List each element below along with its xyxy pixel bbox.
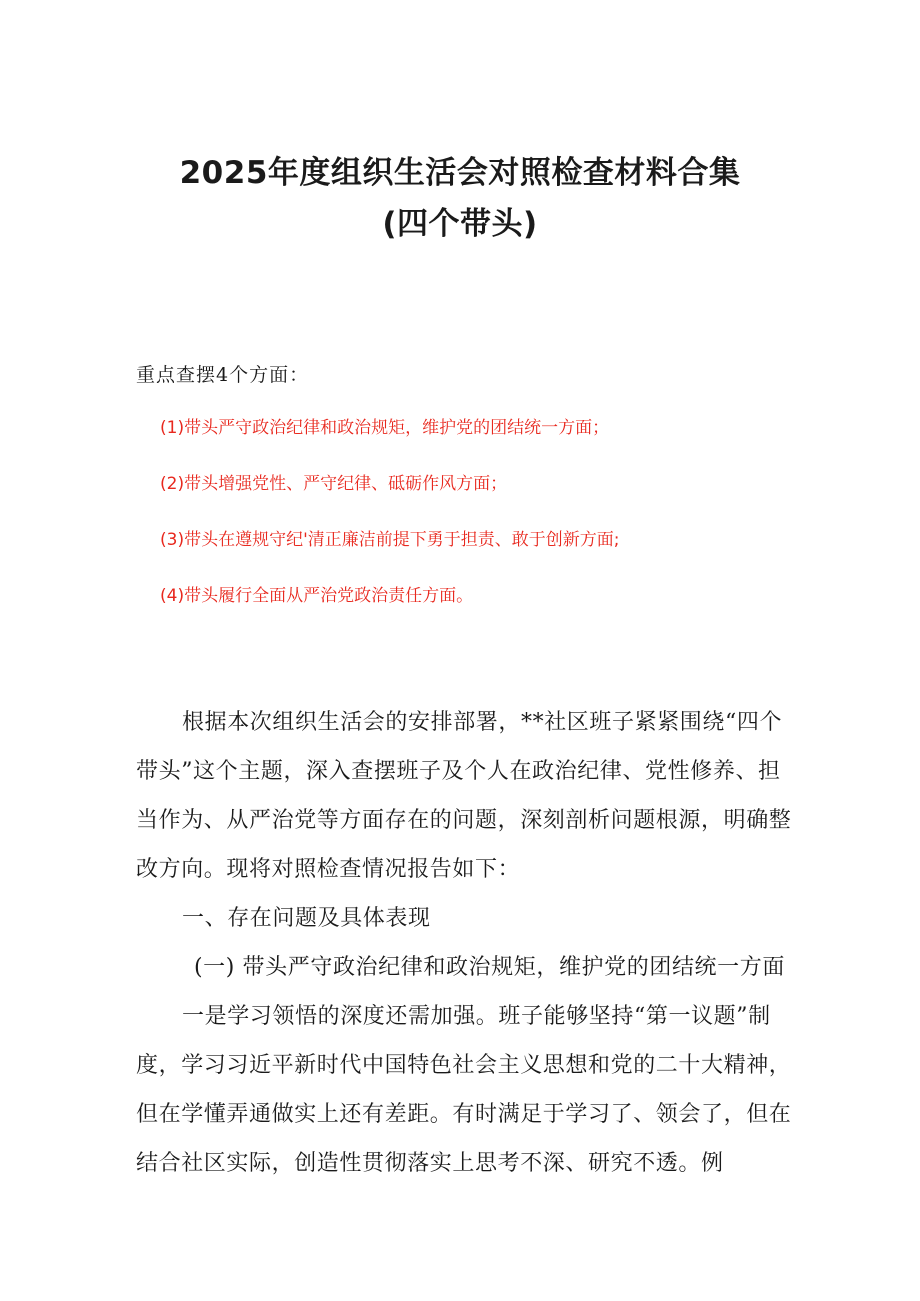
body-paragraph: 一是学习领悟的深度还需加强。班子能够坚持“第一议题”制度，学习习近平新时代中国特色社会主义思想和党的二十大精神，但在学懂弄通做实上还有差距。有时满足于学习了、领会了，但在结合社区实际，创造性贯彻落实上思考不深、研究不透。例 [136,1004,792,1176]
focus-label: 重点查摆4个方面： [136,364,310,386]
document-title: 2025年度组织生活会对照检查材料合集 [179,155,741,191]
focus-item-4: (4)带头履行全面从严治党政治责任方面。 [160,586,474,606]
subsection-heading: (一) 带头严守政治纪律和政治规矩，维护党的团结统一方面 [194,955,785,980]
focus-item-3: (3)带头在遵规守纪'清正廉洁前提下勇于担责、敢于创新方面; [160,530,620,550]
intro-paragraph: 根据本次组织生活会的安排部署，**社区班子紧紧围绕“四个带头”这个主题，深入查摆班子及个人在政治纪律、党性修养、担当作为、从严治党等方面存在的问题，深刻剖析问题根源，明确整改方向。现将对照检查情况报告如下： [136,710,792,882]
section-heading: 一、存在问题及具体表现 [182,906,431,931]
focus-item-2: (2)带头增强党性、严守纪律、砥砺作风方面； [160,474,508,494]
focus-item-1: (1)带头严守政治纪律和政治规矩，维护党的团结统一方面； [160,418,610,438]
document-subtitle: (四个带头) [382,206,538,242]
focus-list [160,417,619,641]
